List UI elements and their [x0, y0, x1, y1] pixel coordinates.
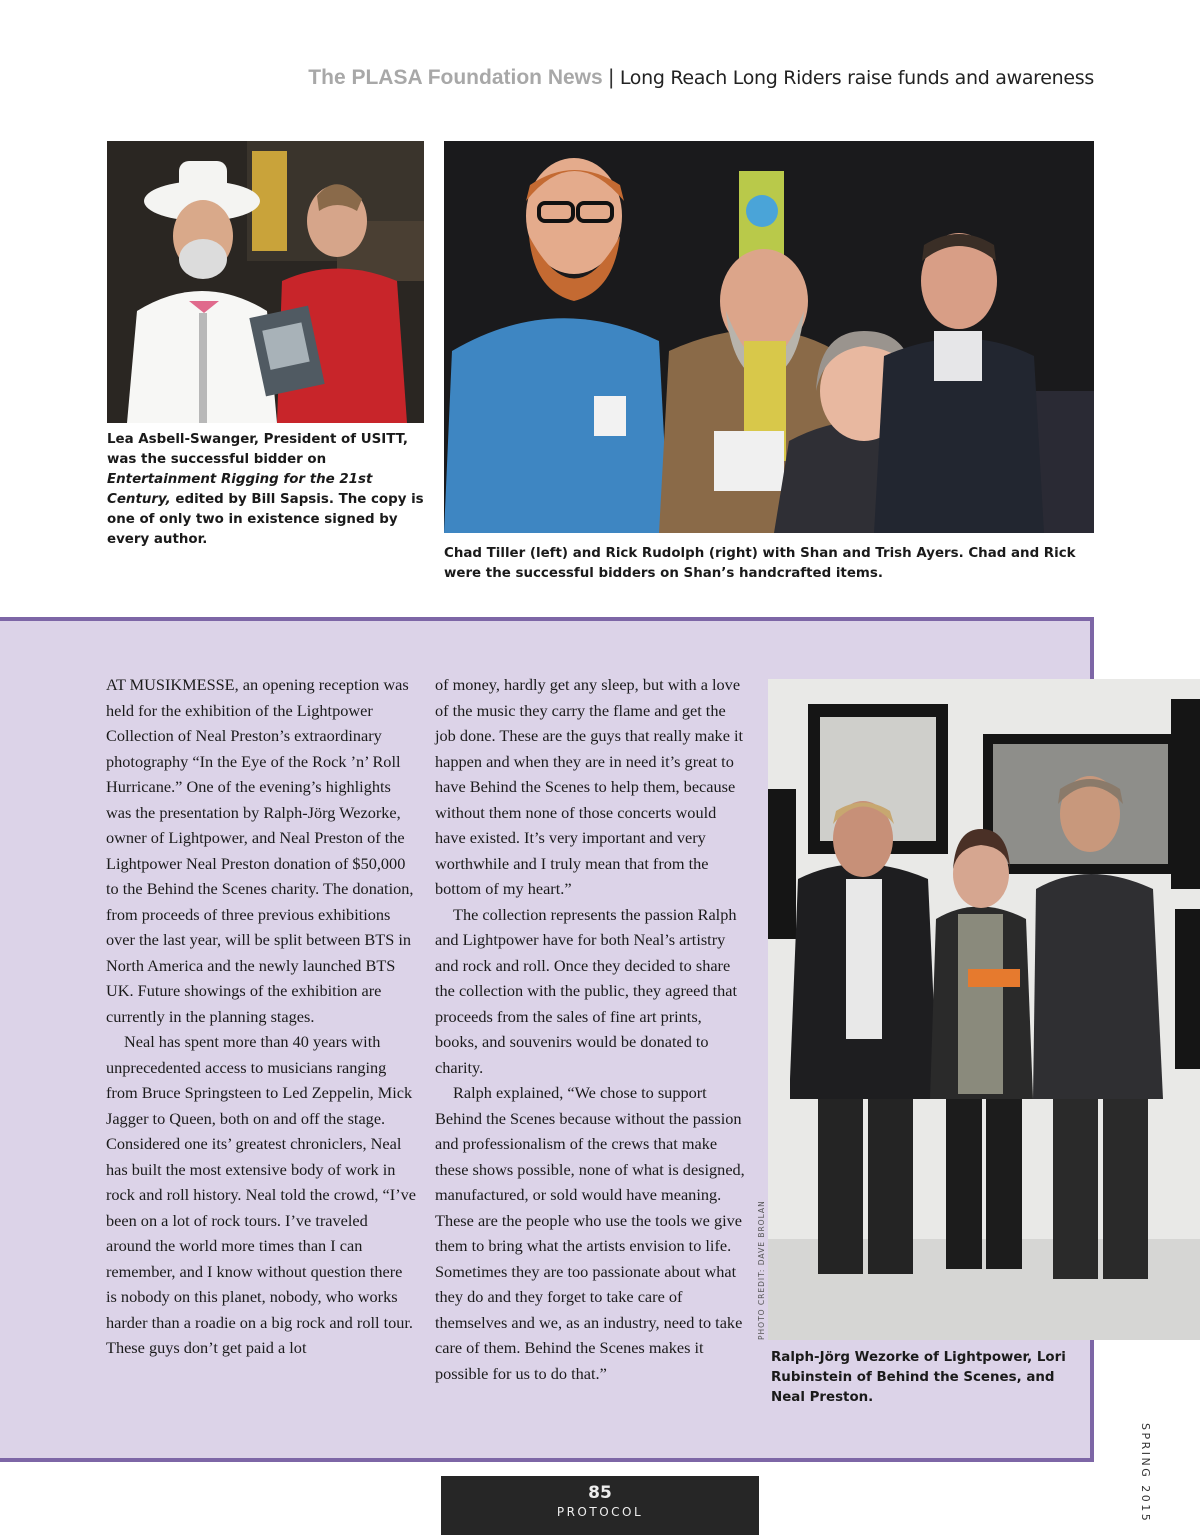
page-header: [308, 66, 1094, 90]
article-paragraph: AT MUSIKMESSE, an opening reception was held for the exhibition of the Lightpower Collection of Neal Preston’s extraordinary photography “In the Eye of the Rock ’n’ Roll Hurricane.” One of the evening’s highlights was the presentation by Ralph-Jörg Wezorke, owner of Lightpower, and Neal Preston of the Lightpower Neal Preston donation of $50,000 to the Behind the Scenes charity. The donation, from proceeds of three previous exhibitions over the last year, will be split between BTS in North America and the newly launched BTS UK. Future showings of the exhibition are currently in the planning stages.: [106, 675, 414, 1026]
photo-chad-tiller-rick-rudolph: [444, 141, 1094, 533]
photo3-caption: Ralph-Jörg Wezorke of Lightpower, Lori Rubinstein of Behind the Scenes, and Neal Preston.: [771, 1350, 1066, 1405]
publication-name: PROTOCOL: [556, 1505, 644, 1519]
article-title: Long Reach Long Riders raise funds and awareness: [619, 67, 1094, 89]
article-paragraph: The collection represents the passion Ralph and Lightpower have for both Neal’s artistry and rock and roll. Once they decided to share the collection with the public, they agreed that proceeds from the sales of fine art prints, books, and souvenirs would be donated to charity.: [435, 904, 738, 1077]
photo-lea-asbell-swanger: [107, 141, 424, 423]
photo-credit: PHOTO CREDIT: DAVE BROLAN: [757, 1200, 766, 1340]
photo1-caption: [107, 430, 427, 550]
article-paragraph: of money, hardly get any sleep, but with a love of the music they carry the flame and get the job done. These are the guys that really make it happen and when they are in need it’s great to have Behind the Scenes to help them, because without them none of those concerts would have existed. It’s very important and very worthwhile and I truly mean that from the bottom of my heart.”: [435, 675, 744, 898]
article-column-2: [435, 672, 745, 1386]
photo-wezorke-rubinstein-preston: [768, 679, 1200, 1340]
photo2-caption: Chad Tiller (left) and Rick Rudolph (right) with Shan and Trish Ayers. Chad and Rick were the successful bidders on Shan’s handcrafted items.: [444, 546, 1076, 581]
article-column-1: [106, 672, 416, 1361]
article-paragraph: Neal has spent more than 40 years with unprecedented access to musicians ranging from Bruce Springsteen to Led Zeppelin, Mick Jagger to Queen, both on and off the stage. Considered one its’ greatest chroniclers, Neal has built the most extensive body of work in rock and roll history. Neal told the crowd, “I’ve been on a lot of rock tours. I’ve traveled around the world more times than I can remember, and I know without question there is nobody on this planet, nobody, who works harder than a roadie on a big rock and roll tour. These guys don’t get paid a lot: [106, 1032, 416, 1357]
section-brand: The PLASA Foundation News: [308, 66, 603, 89]
issue-label: SPRING 2015: [1139, 1423, 1152, 1524]
page-footer: [441, 1476, 759, 1535]
caption-text: Lea Asbell-Swanger, President of USITT, was the successful bidder on: [107, 432, 408, 467]
caption-text: edited by Bill Sapsis. The copy is one of only two in existence signed by every author.: [107, 492, 424, 547]
page-number: 85: [588, 1483, 612, 1503]
article-paragraph: Ralph explained, “We chose to support Behind the Scenes because without the passion and professionalism of the crews that make these shows possible, none of what is designed, manufactured, or sold would have meaning. These are the people who use the tools we give them to bring what the artists envision to life. Sometimes they are too passionate about what they do and they forget to take care of themselves and we, as an industry, need to take care of them. Behind the Scenes makes it possible for us to do that.”: [435, 1083, 745, 1383]
book-title: Entertainment Rigging for the 21st Century,: [107, 472, 373, 507]
header-separator: |: [602, 66, 620, 89]
